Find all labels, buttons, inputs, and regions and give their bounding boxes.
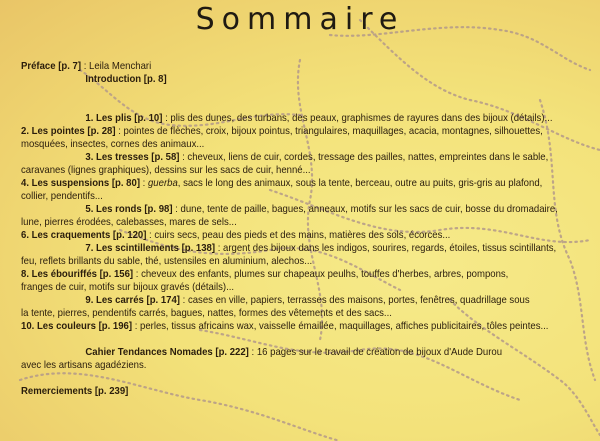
chapter-8-label: 8. Les ébouriffés [p. 156] bbox=[21, 269, 134, 280]
toc-chapter-7-cont: feu, reflets brillants du sable, thé, ustensiles en aluminium, alechos... bbox=[21, 256, 313, 267]
toc-cahier-cont: avec les artisans agadéziens. bbox=[21, 360, 147, 371]
toc-remerciements bbox=[21, 385, 547, 398]
toc-chapter-9-cont: la tente, pierres, pendentifs carrés, bagues, nattes, formes des vêtements et des sacs... bbox=[21, 308, 392, 319]
remerciements-label: Remerciements [p. 239] bbox=[21, 386, 129, 397]
chapter-8-text: cheveux des enfants, plumes sur chapeaux peulhs, touffes d'herbes, arbres, pompons, bbox=[141, 269, 509, 280]
toc-chapter-5: 5. Les ronds [p. 98] : dune, tente de paille, bagues, anneaux, motifs sur les sacs de cuir, bosse du dromadaire, bbox=[85, 204, 558, 215]
toc-preface bbox=[21, 60, 547, 73]
chapter-3-label: 3. Les tresses [p. 58] bbox=[85, 152, 180, 163]
chapter-2-label: 2. Les pointes [p. 28] bbox=[21, 126, 116, 137]
toc-chapter-8-cont: franges de cuir, motifs sur bijoux gravés (détails)... bbox=[21, 282, 235, 293]
toc-introduction bbox=[21, 73, 547, 86]
chapter-4-italic: guerba bbox=[147, 178, 178, 189]
toc-chapter-2: 2. Les pointes [p. 28] : pointes de flèches, croix, bijoux pointus, triangulaires, maquillages, acacia, montagnes, silhouettes, bbox=[21, 126, 543, 137]
chapter-9-text: cases en ville, papiers, terrasses des maisons, portes, fenêtres, quadrillage sous bbox=[187, 295, 530, 306]
toc-chapter-7: 7. Les scintillements [p. 138] : argent des bijoux dans les indigos, sourires, regards, étoiles, tissus scintillants, bbox=[85, 243, 557, 254]
page-title: Sommaire bbox=[195, 2, 405, 37]
toc-chapter-3-cont: caravanes (lignes graphiques), dessins sur les sacs de cuir, henné... bbox=[21, 165, 311, 176]
chapter-6-text: cuirs secs, peau des pieds et des mains, matières des sols, écorces... bbox=[154, 230, 451, 241]
toc-chapter-5-cont: lune, pierres érodées, calebasses, mares de sels... bbox=[21, 217, 237, 228]
chapter-5-label: 5. Les ronds [p. 98] bbox=[85, 204, 173, 215]
chapter-1-text: plis des dunes, des turbans, des peaux, graphismes de rayures dans des bijoux (détails)... bbox=[170, 113, 553, 124]
toc-chapter-4-cont: collier, pendentifs... bbox=[21, 191, 103, 202]
toc-chapter-4: 4. Les suspensions [p. 80] : guerba, sacs le long des animaux, sous la tente, berceau, outre au puits, gris-gris au plafond, bbox=[21, 178, 543, 189]
chapter-7-text: argent des bijoux dans les indigos, sourires, regards, étoiles, tissus scintillants, bbox=[223, 243, 557, 254]
toc-chapter-1: 1. Les plis [p. 10] : plis des dunes, des turbans, des peaux, graphismes de rayures dans des bijoux (détails)... bbox=[85, 113, 553, 124]
chapter-4-label: 4. Les suspensions [p. 80] bbox=[21, 178, 141, 189]
chapter-6-label: 6. Les craquements [p. 120] bbox=[21, 230, 147, 241]
dotted-route-9 bbox=[540, 100, 595, 380]
toc-chapter-9: 9. Les carrés [p. 174] : cases en ville, papiers, terrasses des maisons, portes, fenêtres, quadrillage sous bbox=[85, 295, 530, 306]
toc-cahier: Cahier Tendances Nomades [p. 222] : 16 pages sur le travail de création de bijoux d'Aude Durou bbox=[85, 347, 503, 358]
toc-chapter-10: 10. Les couleurs [p. 196] : perles, tissus africains wax, vaisselle émaillée, maquillages, affiches publicitaires, tôles peintes... bbox=[21, 321, 549, 332]
chapter-1-label: 1. Les plis [p. 10] bbox=[85, 113, 163, 124]
preface-author: Leila Menchari bbox=[89, 61, 152, 72]
chapter-2-text: pointes de flèches, croix, bijoux pointus, triangulaires, maquillages, acacia, montagnes, silhouettes, bbox=[123, 126, 543, 137]
preface-label: Préface [p. 7] bbox=[21, 61, 82, 72]
chapter-7-label: 7. Les scintillements [p. 138] bbox=[85, 243, 216, 254]
table-of-contents bbox=[21, 60, 558, 398]
toc-chapter-3: 3. Les tresses [p. 58] : cheveux, liens de cuir, cordes, tressage des pailles, nattes, empreintes dans le sable, bbox=[85, 152, 549, 163]
chapter-5-text: dune, tente de paille, bagues, anneaux, motifs sur les sacs de cuir, bosse du dromadaire, bbox=[180, 204, 558, 215]
toc-chapter-8: 8. Les ébouriffés [p. 156] : cheveux des enfants, plumes sur chapeaux peulhs, touffes d'herbes, arbres, pompons, bbox=[21, 269, 509, 280]
cahier-text: 16 pages sur le travail de création de bijoux d'Aude Durou bbox=[256, 347, 503, 358]
toc-chapter-2-cont: mosquées, insectes, cornes des animaux... bbox=[21, 139, 205, 150]
preface-separator: : bbox=[81, 61, 90, 72]
introduction-label: Introduction [p. 8] bbox=[85, 74, 167, 85]
cahier-label: Cahier Tendances Nomades [p. 222] bbox=[85, 347, 249, 358]
chapter-10-text: perles, tissus africains wax, vaisselle émaillée, maquillages, affiches publicitaires, tôles peintes... bbox=[140, 321, 549, 332]
chapter-3-text: cheveux, liens de cuir, cordes, tressage des pailles, nattes, empreintes dans le sable, bbox=[187, 152, 549, 163]
toc-chapter-6: 6. Les craquements [p. 120] : cuirs secs, peau des pieds et des mains, matières des sols, écorces... bbox=[21, 230, 451, 241]
chapter-10-label: 10. Les couleurs [p. 196] bbox=[21, 321, 133, 332]
chapter-9-label: 9. Les carrés [p. 174] bbox=[85, 295, 180, 306]
chapter-4-text: , sacs le long des animaux, sous la tente, berceau, outre au puits, gris-gris au plafond, bbox=[177, 178, 543, 189]
